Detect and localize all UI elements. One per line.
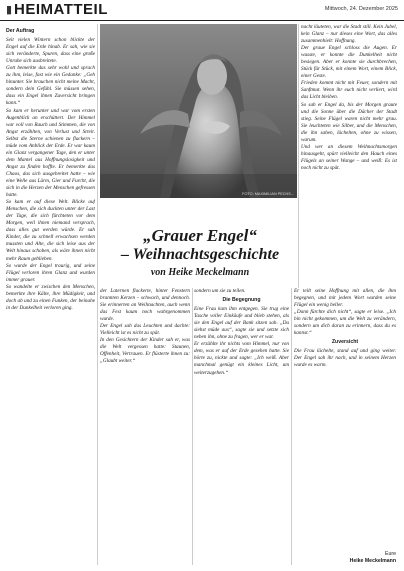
byline: von Heike Meckelmann: [150, 267, 250, 278]
column-divider: [192, 288, 193, 565]
article-column-2: [100, 288, 190, 565]
paragraph: Und wer an diesem Weihnachtsmorgen hinausgeht, spürt vielleicht den Hauch eines Flügels an seiner Wange – und weiß: Es ist noch nicht zu spät.: [301, 143, 397, 171]
paragraph: sondern um sie zu teilen.: [194, 288, 246, 294]
headline-line-2: – Weihnachtsgeschichte: [120, 246, 280, 263]
subheading: Die Begegnung: [222, 297, 261, 304]
paragraph: nacht läuteten, war die Stadt still. Kein Jubel, kein Glanz – nur dieses eine Wort, das alles zusammenhielt: Hoffnung.: [301, 24, 397, 45]
paragraph: So wurde der Engel traurig, und seine Flügel verloren ihren Glanz und wurden immer grauer.: [6, 262, 95, 283]
paragraph: Eine Frau kam ihm entgegen. Sie trug eine Tasche voller Einkäufe und blieb stehen, als sie den Engel auf der Bank sitzen sah. „Du siehst müde aus“, sagte sie und setzte sich neben ihn, ohne zu fragen, wer er war.: [194, 306, 289, 341]
angel-statue-image: [100, 24, 297, 198]
paragraph: Er erzählte ihr nichts vom Himmel, nur von dem, was er auf der Erde gesehen hatte. Sie hörte zu, nickte und sagte: „Ich weiß. Aber manchmal genügt ein kleines Licht, um weiterzugehen.“: [194, 341, 289, 376]
signoff-greeting: Eure: [385, 551, 396, 557]
headline-line-1: „Grauer Engel“: [143, 226, 257, 245]
author-signoff: [294, 551, 396, 564]
article-column-3: [194, 288, 289, 565]
article-photo: [100, 24, 297, 198]
paragraph: So kam er herunter und war vom ersten Augenblick an erschüttert. Der Himmel war voll von Rauch und Stimmen, die von Angst erzählten, von Verlust und Streit. Selbst die Sterne schienen zu flackern – müde vom Anblick der Erde. Er war kaum ein Glanz vergangener Tage, den er unter dem Mantel aus Hoffnungslosigkeit und Angst zu finden hoffte. Er bemerkte das Chaos, das sich ausgebreitet hatte – wie eine Welle aus Lärm, Gier und Furcht, die sich in die Herzen der Menschen gefressen hatte.: [6, 107, 95, 199]
article-headline: [100, 226, 300, 279]
column-divider: [298, 24, 299, 288]
issue-date: Mittwoch, 24. Dezember 2025: [324, 6, 398, 12]
page-header: [0, 0, 404, 21]
paragraph: Frieden kommt nicht mit Feuer, sondern mit Sanftmut. Wenn ihr euch nicht verliert, wird das Licht bleiben.: [301, 80, 397, 101]
article-column-5: [301, 24, 397, 290]
photo-credit: FOTO: MAXIMILIAN PECHS...: [242, 192, 294, 196]
paragraph: Die Frau lächelte, stand auf und ging weiter. Der Engel sah ihr nach, und in seinem Herzen wurde es warm.: [294, 348, 396, 369]
section-title: HEIMATTEIL: [14, 1, 108, 18]
paragraph: Der graue Engel schloss die Augen. Er wusste, er konnte die Dunkelheit nicht besiegen. Aber er konnte sie durchbrechen, Stück für Stück, mit einem Wort, einem Blick, einer Geste.: [301, 45, 397, 80]
article-column-1: [6, 28, 95, 565]
paragraph: der Laternen flackerte, hinter Fenstern brannten Kerzen – schwach, und dennoch. Sie erinnerten an Weihnachten, auch wenn das Fest kaum noch wahrgenommen wurde.: [100, 288, 190, 323]
paragraph: Er teilt seine Hoffnung mit allen, die ihm begegnen, und mit jedem Wort wurden seine Flügel ein wenig heller.: [294, 288, 396, 309]
paragraph: So sah er Engel da, bis der Morgen graute und die Sonne über die Dächer der Stadt stieg. Seine Flügel waren nicht mehr grau. Sie leuchteten wie Silber, und die Menschen, die ihn sahen, lächelten, ohne zu wissen, warum.: [301, 101, 397, 143]
article-kicker: Der Auftrag: [6, 28, 35, 34]
paragraph: „Dann fürchte dich nicht“, sagte er leise. „Ich bin nicht gekommen, um die Welt zu verändern, sondern um dich daran zu erinnern, dass du es kannst.“: [294, 309, 396, 337]
paragraph: Gott bemerkte das sehr wohl und sprach zu ihm, leise, fast wie ein Gedanke: „Geh hinunter. Sie brauchen nicht meine Macht, sondern dein Gefühl. Sie müssen sehen, dass ein Engel ihnen Zuversicht bringen kann.“: [6, 65, 95, 107]
author-name: Heike Meckelmann: [349, 557, 396, 564]
article-column-4: [294, 288, 396, 536]
paragraph: In den Gesichtern der Kinder sah er, was die Welt vergessen hatte: Staunen, Offenheit, Vertrauen. Er flüsterte ihnen zu: „Glaubt weiter.“: [100, 337, 190, 365]
paragraph: So kam er auf diese Welt. Blicke auf Menschen, die sich duckten unter der Last der Tage, die sich fürchteten vor dem Morgen, weil ihnen niemand versprach, dass alles gut werden würde. Er sah Kinder, die zu schnell erwachsen werden mussten und Alte, die sich leise aus der Welt hinaus schoben, als wäre ihnen nicht mehr Raum geblieben.: [6, 199, 95, 262]
column-divider: [97, 24, 98, 565]
paragraph: So wandelte er zwischen den Menschen, bemerkte ihre Kälte, ihre Müdigkeit, und doch ab und zu einen Funken, der beinahe in der Dunkelheit verloren ging.: [6, 283, 95, 311]
column-divider: [291, 288, 292, 565]
paragraph: Der Engel sah das Leuchten und dachte: Vielleicht ist es nicht zu spät.: [100, 323, 190, 337]
map-pin-icon: ▮: [6, 3, 13, 16]
subheading: Zuversicht: [331, 339, 359, 346]
paragraph: Seit vielen Wintern schon blickte der Engel auf die Erde hinab. Er sah, wie sie sich veränderte, Spuren, dass eine große Unruhe sich ausbreitete.: [6, 37, 95, 65]
